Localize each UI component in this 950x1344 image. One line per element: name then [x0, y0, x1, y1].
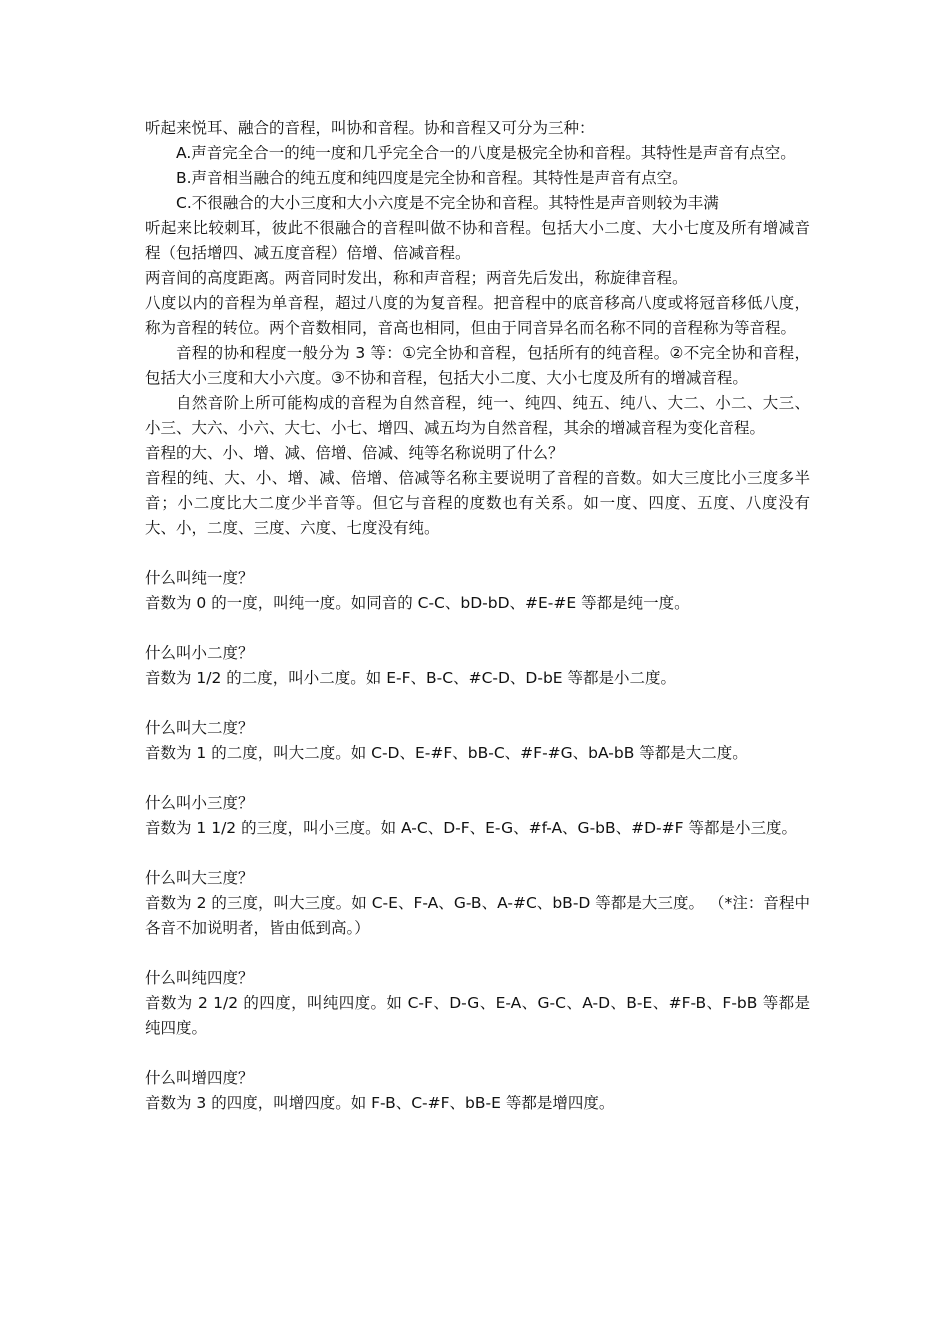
answer-perfect-fourth: 音数为 2 1/2 的四度，叫纯四度。如 C-F、D-G、E-A、G-C、A-D、B-E、#F-B、F-bB 等都是纯四度。: [145, 994, 810, 1037]
answer-major-second: 音数为 1 的二度，叫大二度。如 C-D、E-#F、bB-C、#F-#G、bA-bB 等都是大二度。: [145, 744, 748, 762]
document-page: [145, 116, 810, 1116]
spacer: [145, 691, 810, 716]
dissonance-paragraph: 听起来比较刺耳，彼此不很融合的音程叫做不协和音程。包括大小二度、大小七度及所有增减音程（包括增四、减五度音程）倍增、倍减音程。: [145, 219, 810, 262]
consonance-type-c: C.不很融合的大小三度和大小六度是不完全协和音程。其特性是声音则较为丰满: [176, 194, 719, 212]
consonance-type-b: B.声音相当融合的纯五度和纯四度是完全协和音程。其特性是声音有点空。: [176, 169, 688, 187]
simple-compound-paragraph: 八度以内的音程为单音程，超过八度的为复音程。把音程中的底音移高八度或将冠音移低八度，称为音程的转位。两个音数相同，音高也相同，但由于同音异名而名称不同的音程称为等音程。: [145, 294, 810, 337]
natural-intervals-paragraph: 自然音阶上所可能构成的音程为自然音程，纯一、纯四、纯五、纯八、大二、小二、大三、小三、大六、小六、大七、小七、增四、减五均为自然音程，其余的增减音程为变化音程。: [145, 394, 810, 437]
answer-major-third: 音数为 2 的三度，叫大三度。如 C-E、F-A、G-B、A-#C、bB-D 等都是大三度。 （*注：音程中各音不加说明者，皆由低到高。）: [145, 894, 810, 937]
answer-perfect-unison: 音数为 0 的一度，叫纯一度。如同音的 C-C、bD-bD、#E-#E 等都是纯一度。: [145, 594, 690, 612]
consonance-type-a: A.声音完全合一的纯一度和几乎完全合一的八度是极完全协和音程。其特性是声音有点空。: [176, 144, 796, 162]
question-minor-third: 什么叫小三度？: [145, 794, 254, 812]
question-augmented-fourth: 什么叫增四度？: [145, 1069, 254, 1087]
answer-augmented-fourth: 音数为 3 的四度，叫增四度。如 F-B、C-#F、bB-E 等都是增四度。: [145, 1094, 615, 1112]
question-major-second: 什么叫大二度？: [145, 719, 254, 737]
answer-minor-second: 音数为 1/2 的二度，叫小二度。如 E-F、B-C、#C-D、D-bE 等都是小二度。: [145, 669, 677, 687]
spacer: [145, 616, 810, 641]
spacer: [145, 941, 810, 966]
interval-names-answer: 音程的纯、大、小、增、减、倍增、倍减等名称主要说明了音程的音数。如大三度比小三度多半音；小二度比大二度少半音等。但它与音程的度数也有关系。如一度、四度、五度、八度没有大、小，二度、三度、六度、七度没有纯。: [145, 469, 810, 537]
question-perfect-fourth: 什么叫纯四度？: [145, 969, 254, 987]
spacer: [145, 541, 810, 566]
consonance-degrees-paragraph: 音程的协和程度一般分为 3 等：①完全协和音程，包括所有的纯音程。②不完全协和音程，包括大小三度和大小六度。③不协和音程，包括大小二度、大小七度及所有的增减音程。: [145, 344, 810, 387]
interval-definition: 两音间的高度距离。两音同时发出，称和声音程；两音先后发出，称旋律音程。: [145, 269, 688, 287]
answer-minor-third: 音数为 1 1/2 的三度，叫小三度。如 A-C、D-F、E-G、#f-A、G-bB、#D-#F 等都是小三度。: [145, 819, 797, 837]
spacer: [145, 841, 810, 866]
question-minor-second: 什么叫小二度？: [145, 644, 254, 662]
question-major-third: 什么叫大三度？: [145, 869, 254, 887]
consonance-paragraph: 听起来悦耳、融合的音程，叫协和音程。协和音程又可分为三种：: [145, 119, 595, 137]
question-perfect-unison: 什么叫纯一度？: [145, 569, 254, 587]
spacer: [145, 766, 810, 791]
spacer: [145, 1041, 810, 1066]
interval-names-question: 音程的大、小、增、减、倍增、倍减、纯等名称说明了什么？: [145, 444, 564, 462]
